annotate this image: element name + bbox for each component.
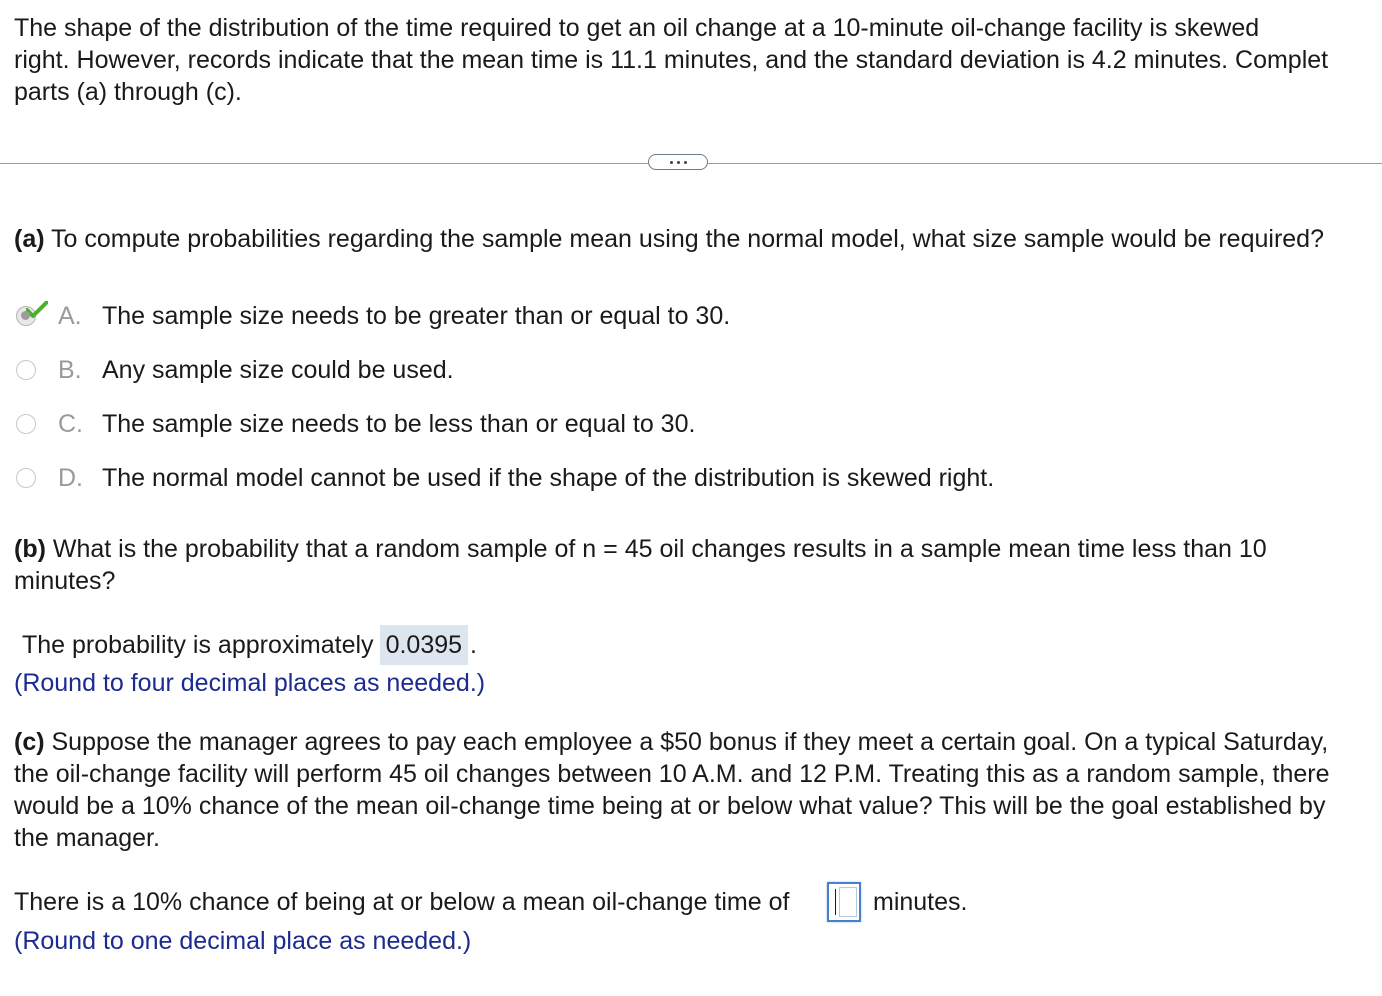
part-a-question: [14, 223, 1324, 255]
option-b-letter: B.: [58, 355, 82, 384]
problem-intro: [14, 12, 1382, 108]
radio-c[interactable]: [16, 414, 36, 434]
option-c-text: The sample size needs to be less than or equal to 30.: [102, 409, 696, 438]
part-a-label: (a): [14, 225, 45, 253]
part-b-text-1: What is the probability that a random sample of n = 45 oil changes results in a sample mean time less than 10: [45, 535, 1267, 563]
option-d[interactable]: [16, 462, 994, 494]
radio-a[interactable]: [16, 306, 36, 326]
option-d-letter: D.: [58, 463, 83, 492]
part-b-answer-line: [22, 625, 477, 665]
option-b[interactable]: [16, 354, 454, 386]
intro-line-2: right. However, records indicate that the mean time is 11.1 minutes, and the standard deviation is 4.2 minutes. Complet: [14, 46, 1329, 74]
part-b-label: (b): [14, 535, 46, 563]
more-options-button[interactable]: [648, 154, 708, 170]
option-d-text: The normal model cannot be used if the shape of the distribution is skewed right.: [102, 463, 995, 492]
ellipsis-dot: [684, 161, 687, 164]
option-c[interactable]: [16, 408, 695, 440]
part-b-answer-value: 0.0395: [380, 625, 468, 665]
part-c-text-2: the oil-change facility will perform 45 oil changes between 10 A.M. and 12 P.M. Treating this as a random sample, there: [14, 760, 1330, 788]
option-b-text: Any sample size could be used.: [102, 355, 454, 384]
part-b-text-2: minutes?: [14, 567, 116, 595]
intro-line-1: The shape of the distribution of the time required to get an oil change at a 10-minute oil-change facility is skewed: [14, 14, 1260, 42]
intro-line-3: parts (a) through (c).: [14, 78, 242, 106]
option-a[interactable]: [16, 300, 730, 332]
part-b-answer-prefix: The probability is approximately: [22, 631, 374, 659]
ellipsis-icon: [670, 161, 673, 164]
part-c-text-1: Suppose the manager agrees to pay each employee a $50 bonus if they meet a certain goal. On a typical Saturday,: [44, 728, 1329, 756]
option-c-letter: C.: [58, 409, 83, 438]
radio-b[interactable]: [16, 360, 36, 380]
part-c-label: (c): [14, 728, 45, 756]
option-a-text: The sample size needs to be greater than or equal to 30.: [102, 301, 731, 330]
part-b-question: [14, 533, 1267, 597]
checkmark-icon: [26, 301, 48, 319]
part-c-answer-prefix: There is a 10% chance of being at or below a mean oil-change time of: [14, 888, 790, 916]
part-a-text: To compute probabilities regarding the sample mean using the normal model, what size sample would be required?: [44, 225, 1324, 253]
part-c-text-4: the manager.: [14, 824, 160, 852]
part-c-answer-input[interactable]: [827, 882, 861, 922]
part-c-hint: (Round to one decimal place as needed.): [14, 927, 472, 955]
part-c-question: [14, 726, 1330, 854]
part-c-answer-suffix: minutes.: [873, 888, 968, 916]
radio-d[interactable]: [16, 468, 36, 488]
option-a-letter: A.: [58, 301, 82, 330]
part-b-answer-suffix: .: [470, 631, 477, 659]
part-b-hint: (Round to four decimal places as needed.): [14, 669, 486, 697]
part-c-text-3: would be a 10% chance of the mean oil-change time being at or below what value? This will be the goal established by: [14, 792, 1326, 820]
ellipsis-dot: [677, 161, 680, 164]
